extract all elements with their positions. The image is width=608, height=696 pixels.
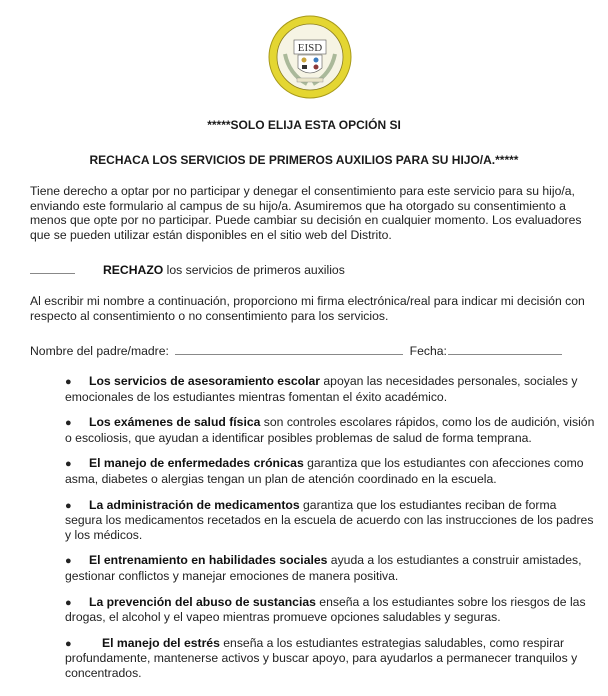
parent-name-label: Nombre del padre/madre: (30, 344, 169, 358)
reject-text: los servicios de primeros auxilios (163, 263, 345, 277)
heading-line-1: *****SOLO ELIJA ESTA OPCIÓN SI (207, 118, 401, 132)
list-item (65, 498, 595, 543)
item-text: enseña a los estudiantes sobre los riesgos de las drogas, el alcohol y el vapeo mientras promueve opciones saludables y seguras. (65, 594, 586, 625)
bullet-icon: ● (65, 637, 72, 650)
signature-note: Al escribir mi nombre a continuación, proporciono mi firma electrónica/real para indicar mi decisión con respecto al consentimiento o no consentimiento para los servicios. (30, 294, 585, 323)
item-bold: Los exámenes de salud física (89, 415, 261, 430)
list-item (65, 595, 595, 625)
services-list (65, 374, 595, 692)
signature-row (30, 343, 590, 358)
bullet-icon: ● (65, 458, 72, 471)
item-bold: El manejo del estrés (102, 635, 220, 650)
list-item (65, 374, 595, 404)
bullet-icon: ● (65, 596, 72, 609)
item-text: enseña a los estudiantes estrategias saludables, como respirar profundamente, mantenerse activos y buscar apoyo, para ayudarlos a permanecer tranquilos y concentrados. (65, 635, 578, 680)
list-item (65, 415, 595, 445)
item-text: garantiza que los estudiantes con afecciones como asma, diabetes o alergias tengan un plan de atención coordinado en la escuela. (65, 456, 584, 486)
item-text: apoyan las necesidades personales, sociales y emocionales de los estudiantes mientras fomentan el éxito académico. (65, 374, 578, 404)
bullet-icon: ● (65, 499, 72, 512)
item-bold: El entrenamiento en habilidades sociales (89, 553, 328, 568)
item-text: garantiza que los estudiantes reciban de forma segura los medicamentos recetados en la escuela de acuerdo con las instrucciones de los padres y los médicos. (65, 497, 594, 542)
parent-name-field[interactable] (175, 343, 403, 355)
item-bold: Los servicios de asesoramiento escolar (89, 374, 320, 388)
heading-line-2: RECHACA LOS SERVICIOS DE PRIMEROS AUXILIOS PARA SU HIJO/A.***** (89, 153, 519, 167)
item-bold: El manejo de enfermedades crónicas (89, 456, 304, 471)
bullet-icon: ● (65, 417, 72, 430)
district-seal-logo (267, 14, 353, 100)
date-label: Fecha: (409, 344, 447, 358)
item-text: son controles escolares rápidos, como los de audición, visión o escoliosis, que ayudan a identificar posibles problemas de salud de forma temprana. (65, 415, 595, 445)
date-field[interactable] (448, 343, 562, 355)
list-item (65, 636, 595, 681)
reject-bold: RECHAZO (103, 263, 164, 277)
reject-option (30, 262, 590, 277)
bullet-icon: ● (65, 376, 72, 388)
item-bold: La administración de medicamentos (89, 497, 300, 512)
item-text: ayuda a los estudiantes a construir amistades, gestionar conflictos y manejar emociones de manera positiva. (65, 553, 582, 583)
logo-text: EISD (297, 42, 323, 54)
intro-paragraph: Tiene derecho a optar por no participar y denegar el consentimiento para este servicio para su hijo/a, enviando este formulario al campus de su hijo/a. Asumiremos que ha otorgado su consentimiento a menos que opte por no participar. Puede cambiar su decisión en cualquier momento. Los evaluadores que se pueden utilizar están disponibles en el sitio web del Distrito. (30, 184, 582, 242)
reject-checkbox-blank[interactable] (30, 262, 75, 274)
bullet-icon: ● (65, 555, 72, 568)
list-item (65, 456, 595, 486)
list-item (65, 553, 595, 583)
item-bold: La prevención del abuso de sustancias (89, 594, 316, 609)
